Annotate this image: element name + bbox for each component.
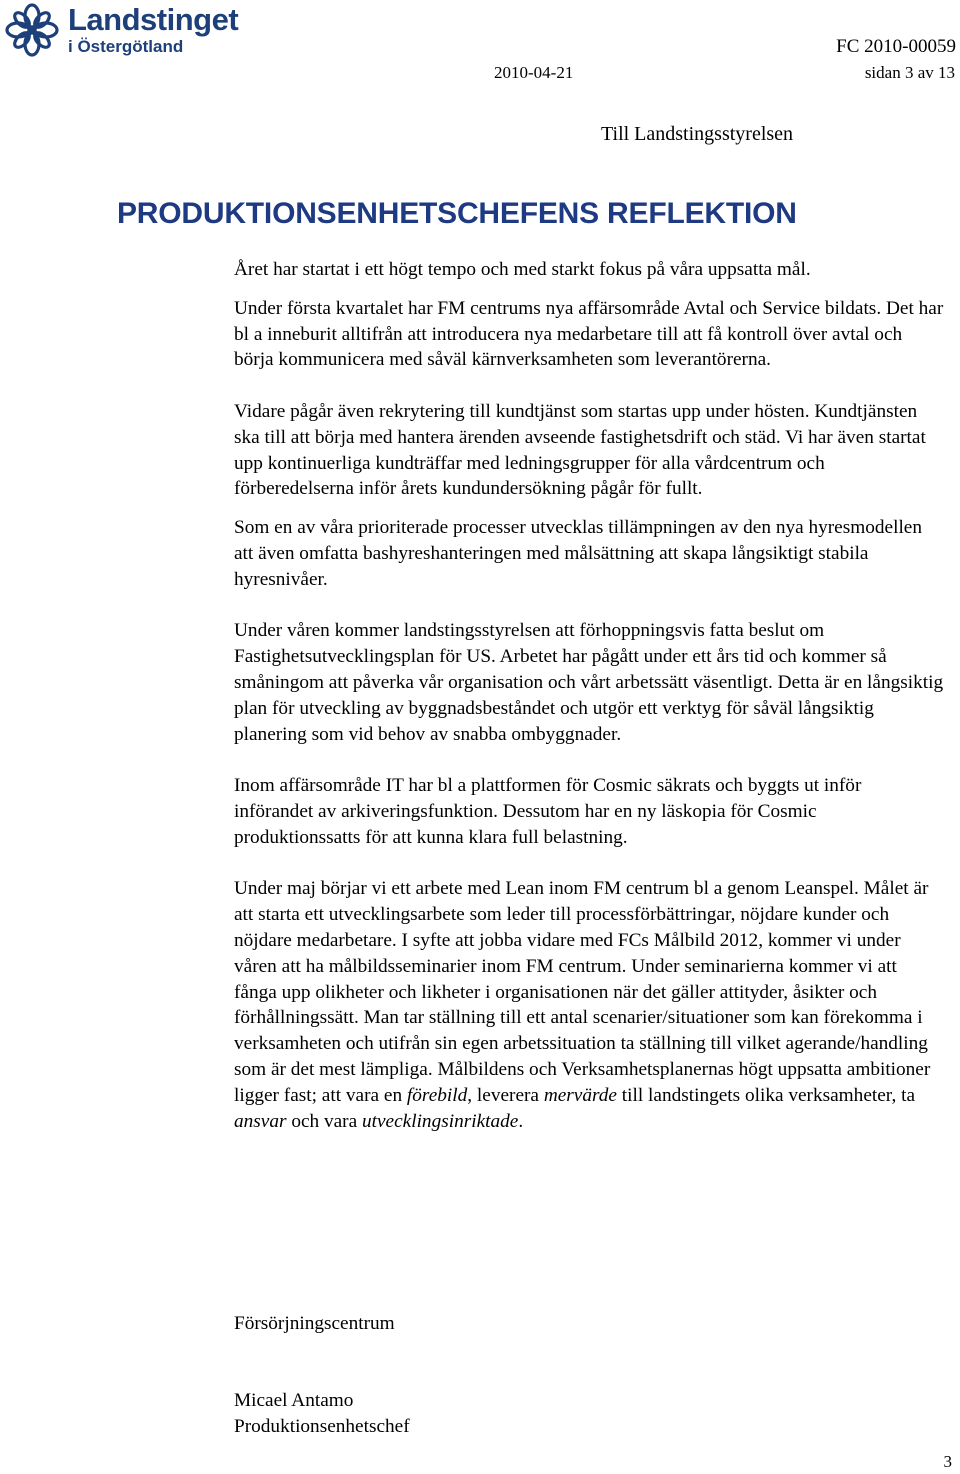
emphasis: mervärde [543,1084,617,1106]
signature-block [234,1388,410,1440]
signature-unit: Försörjningscentrum [234,1313,395,1334]
logo-name: Landstinget [68,2,239,37]
paragraph: Inom affärsområde IT har bl a plattformen för Cosmic säkrats och byggts ut inför införandet av arkiveringsfunktion. Dessutom har en ny läskopia för Cosmic produktionssatts för att kunna klara full belastning. [234,775,862,848]
document-reference: FC 2010-00059 [836,36,956,57]
paragraph: Under våren kommer landstingsstyrelsen att förhoppningsvis fatta beslut om Fastighetsutvecklingsplan för US. Arbetet har pågått under ett års tid och kommer så småningom att påverka vår organisation och vårt arbetssätt väsentligt. Detta är en långsiktig plan för utveckling av byggnadsbeståndet och utgör ett verktyg för såväl långsiktig planering som vid behov av snabba ombyggnader. [234,620,944,745]
emphasis: förebild [406,1084,468,1106]
page-indicator: sidan 3 av 13 [864,63,955,82]
paragraph-text: till landstingets olika verksamheter, ta [616,1084,915,1106]
emphasis: utvecklingsinriktade [361,1110,519,1132]
flower-logo-icon [4,2,60,58]
paragraph-text: . [518,1110,524,1132]
page-title: PRODUKTIONSENHETSCHEFENS REFLEKTION [117,197,797,230]
page-number: 3 [943,1452,952,1471]
document-body [234,257,944,1160]
paragraph: Som en av våra prioriterade processer utvecklas tillämpningen av den nya hyresmodellen att även omfatta bashyreshanteringen med målsättning att skapa långsiktigt stabila hyresnivåer. [234,517,922,590]
paragraph-text: , leverera [467,1084,544,1106]
logo-region: i Östergötland [68,37,184,56]
signature-name: Micael Antamo [234,1390,354,1411]
paragraph: Vidare pågår även rekrytering till kundtjänst som startas upp under hösten. Kundtjänsten ska till att börja med hantera ärenden avseende fastighetsdrift och städ. Vi har även startat upp kontinuerliga kundträffar med ledningsgrupper för alla vårdcentrum och förberedelserna inför årets kundundersökning pågår för fullt. [234,400,926,500]
paragraph: Året har startat i ett högt tempo och med starkt fokus på våra uppsatta mål. [234,259,811,280]
document-date: 2010-04-21 [494,63,574,82]
paragraph-text: och vara [286,1110,362,1132]
signature-role: Produktionsenhetschef [234,1415,410,1437]
paragraph: Under första kvartalet har FM centrums nya affärsområde Avtal och Service bildats. Det har bl a inneburit alltifrån att introducera nya medarbetare till att få kontroll över avtal och börja kommunicera med såväl kärnverksamheten som leverantörerna. [234,297,944,371]
emphasis: ansvar [234,1110,287,1132]
logo [4,2,244,60]
paragraph-text: Under maj börjar vi ett arbete med Lean inom FM centrum bl a genom Leanspel. Målet är att starta ett utvecklingsarbete som leder till processförbättringar, nöjdare kunder och nöjdare medarbetare. I syfte att jobba vidare med FCs Målbild 2012, kommer vi under våren att ha målbildsseminarier inom FM centrum. Under seminarierna kommer vi att fånga upp olikheter och likheter i organisationen när det gäller attityder, åsikter och förhållningssätt. Man tar ställning till ett antal scenarier/situationer som kan förekomma i verksamheten och utifrån sin egen arbetssituation ta ställning till vilket agerande/handling som är det mest lämpliga. Målbildens och Verksamhetsplanernas högt uppsatta ambitioner ligger fast; att vara en [234,878,931,1106]
paragraph [234,876,944,1134]
recipient: Till Landstingsstyrelsen [601,123,794,145]
